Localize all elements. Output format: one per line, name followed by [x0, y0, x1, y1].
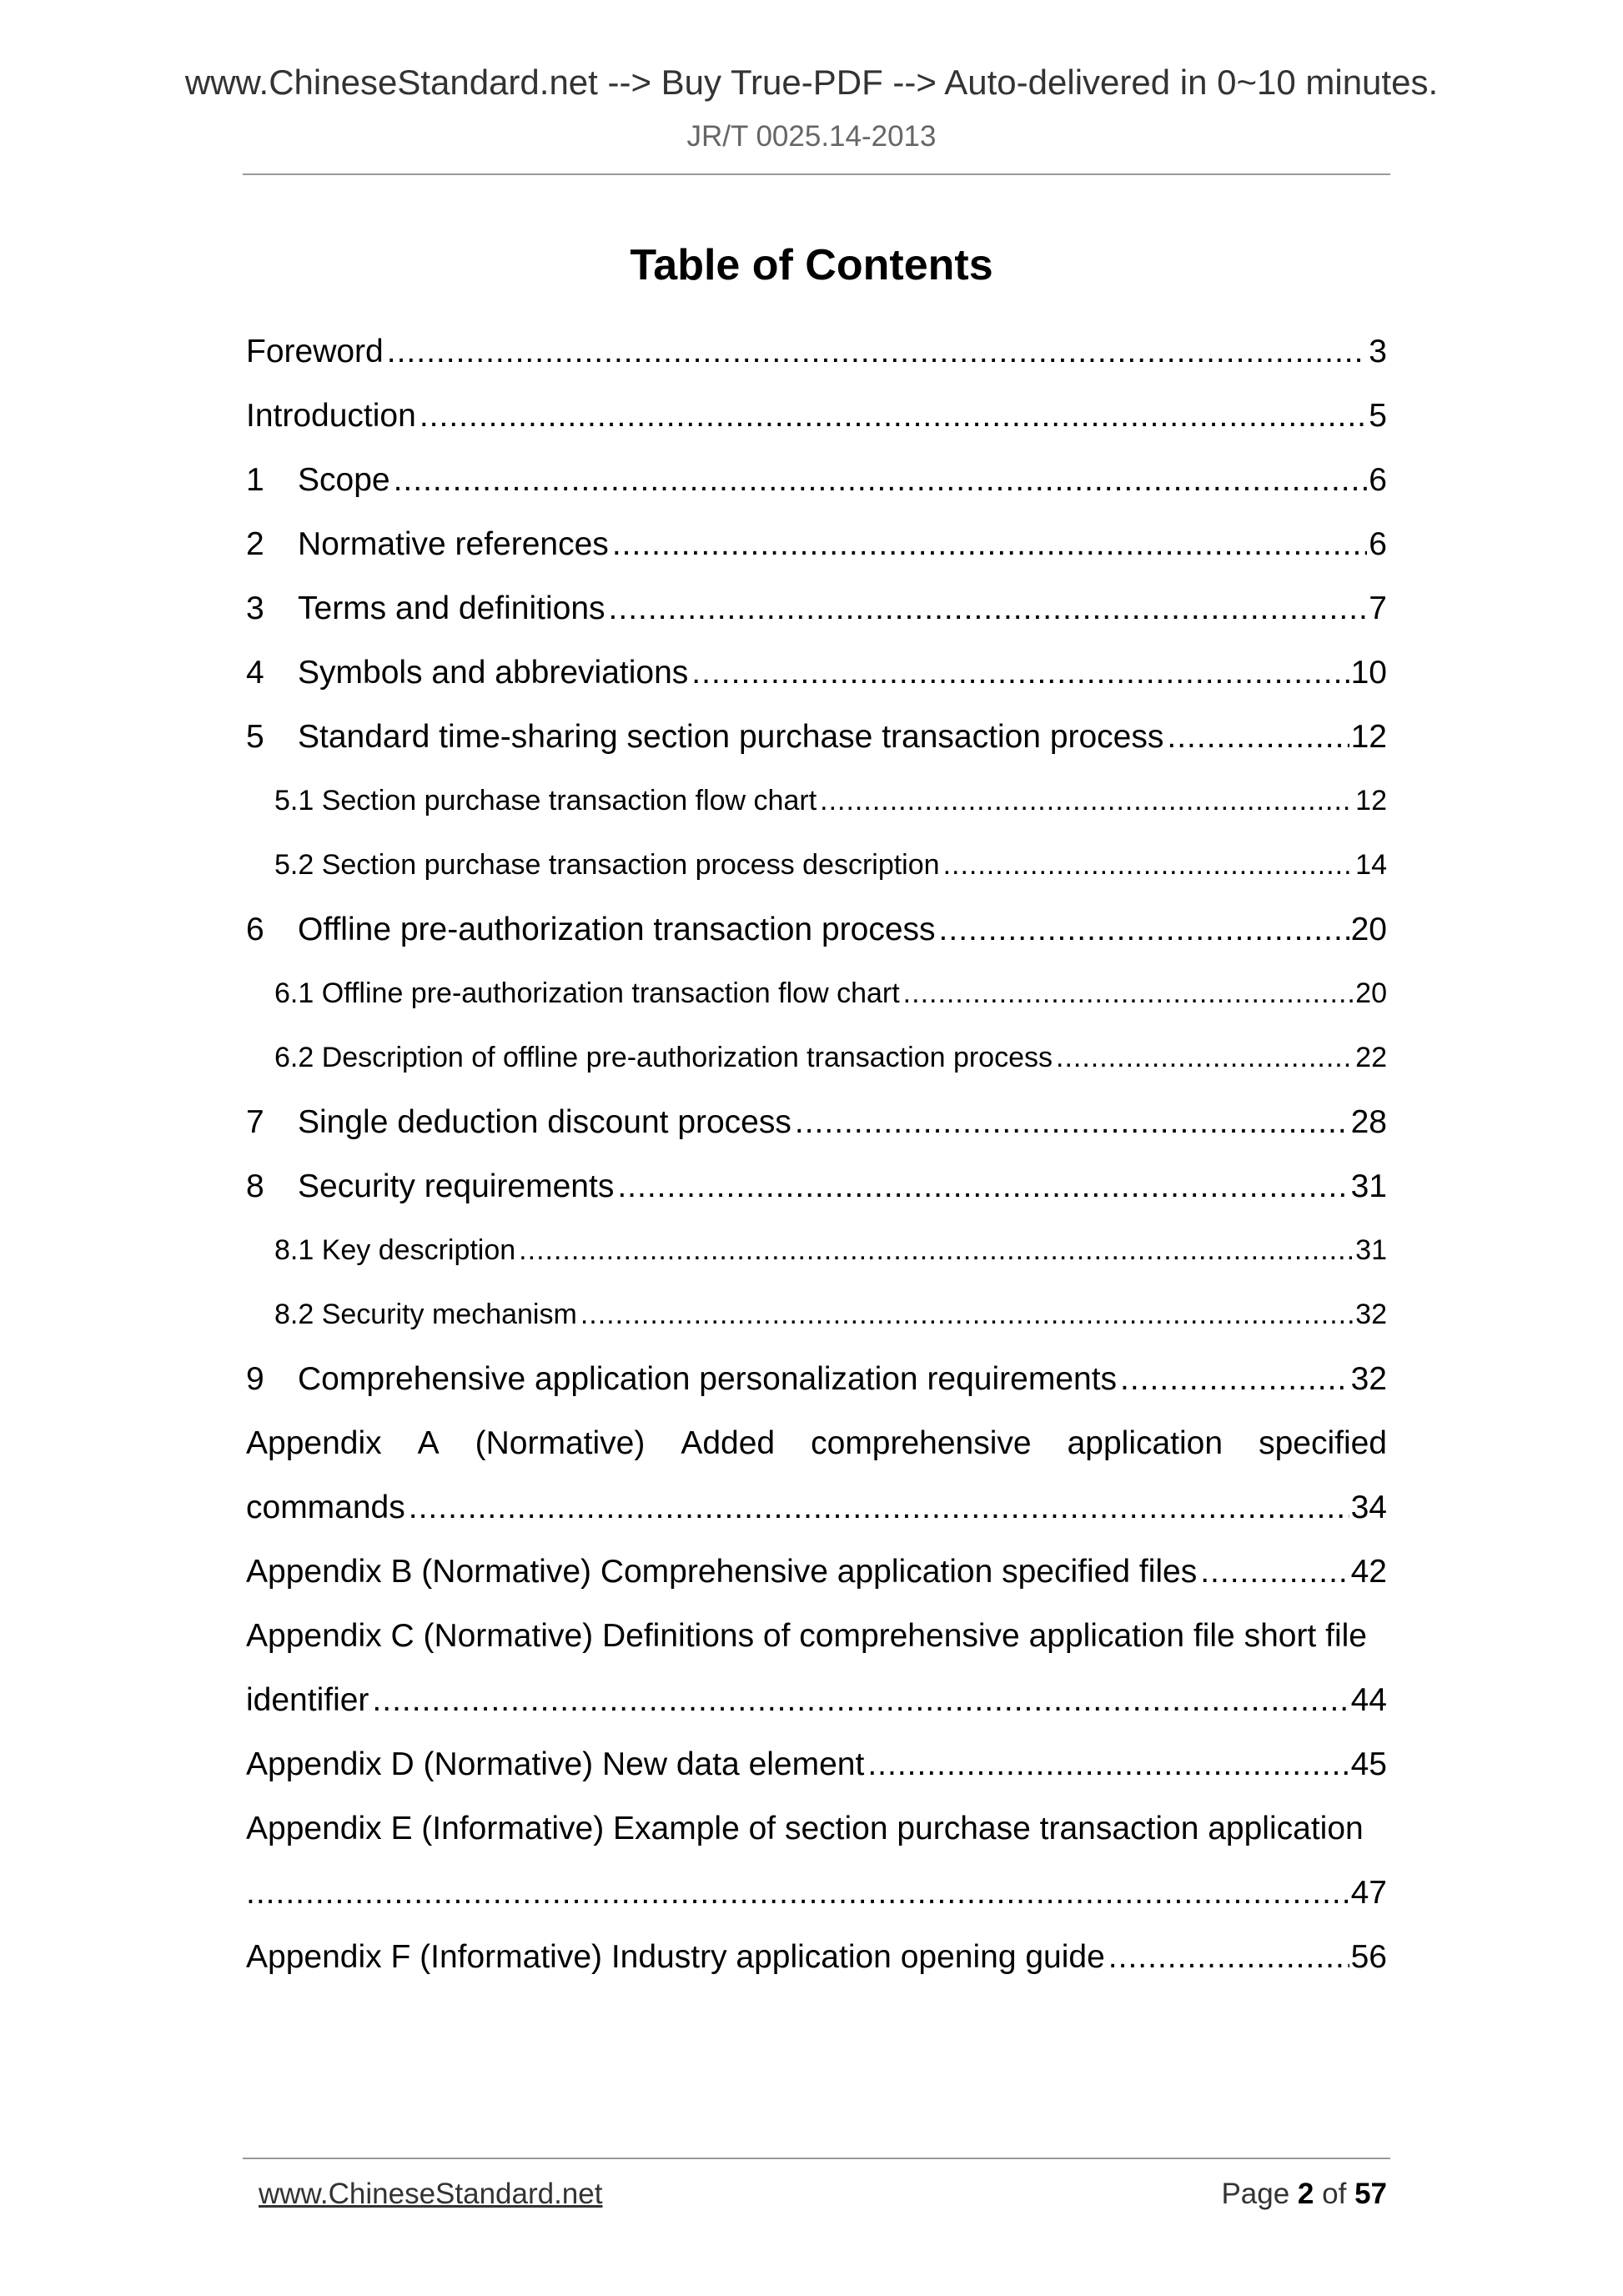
toc-entry-page: 5 — [1369, 397, 1387, 434]
toc-entry-appendix-a-line1[interactable] — [246, 1411, 1387, 1475]
toc-entry[interactable] — [246, 1861, 1387, 1925]
toc-dot-leader — [903, 977, 1354, 1010]
toc-entry-label: 8.1 Key description — [274, 1234, 516, 1266]
toc-entry-label: Single deduction discount process — [298, 1103, 791, 1140]
toc-entry-appendix-c-line1[interactable] — [246, 1604, 1387, 1668]
toc-entry-page: 56 — [1350, 1938, 1387, 1975]
toc-entry[interactable] — [246, 641, 1387, 705]
toc-dot-leader — [387, 334, 1368, 370]
toc-word: specified — [1259, 1424, 1387, 1461]
toc-entry[interactable] — [246, 319, 1387, 384]
toc-entry-number: 1 — [246, 461, 264, 498]
toc-dot-leader — [867, 1746, 1349, 1783]
toc-entry-page: 22 — [1355, 1042, 1387, 1073]
toc-entry[interactable] — [246, 1668, 1387, 1732]
toc-word: Appendix — [246, 1424, 382, 1461]
toc-entry-label: identifier — [246, 1681, 369, 1718]
toc-entry-label: Appendix F (Informative) Industry application opening guide — [246, 1938, 1105, 1975]
toc-entry-page: 32 — [1355, 1299, 1387, 1330]
toc-entry-label: Appendix C (Normative) Definitions of comprehensive application file short file — [246, 1617, 1367, 1654]
toc-dot-leader — [372, 1682, 1349, 1719]
toc-entry-number: 9 — [246, 1360, 264, 1397]
toc-entry-page: 7 — [1369, 590, 1387, 626]
toc-word: A — [417, 1424, 440, 1461]
toc-entry-label: Offline pre-authorization transaction process — [298, 911, 936, 947]
page-indicator — [1221, 2179, 1387, 2208]
toc-entry-page: 34 — [1350, 1489, 1387, 1525]
toc-list — [246, 319, 1387, 1989]
toc-entry-label: Foreword — [246, 333, 384, 369]
toc-dot-leader — [1200, 1554, 1349, 1590]
toc-entry-number: 7 — [246, 1103, 264, 1140]
footer-link[interactable]: www.ChineseStandard.net — [259, 2178, 603, 2210]
toc-entry-number: 4 — [246, 654, 264, 691]
page-current: 2 — [1297, 2178, 1314, 2210]
toc-entry-page: 47 — [1350, 1874, 1387, 1911]
toc-entry-label: Comprehensive application personalization requirements — [298, 1360, 1118, 1397]
toc-entry-label: Appendix E (Informative) Example of section purchase transaction application — [246, 1810, 1364, 1846]
toc-entry[interactable] — [246, 1347, 1387, 1411]
toc-dot-leader — [580, 1299, 1354, 1331]
toc-entry-label: Scope — [298, 461, 390, 498]
toc-entry-page: 12 — [1350, 718, 1387, 755]
toc-dot-leader — [939, 912, 1349, 948]
toc-entry-label: Normative references — [298, 525, 609, 562]
toc-entry-page: 28 — [1350, 1103, 1387, 1140]
toc-entry-page: 31 — [1355, 1234, 1387, 1266]
toc-subentry[interactable] — [246, 1026, 1387, 1090]
toc-entry[interactable] — [246, 1540, 1387, 1604]
toc-entry[interactable] — [246, 1732, 1387, 1796]
toc-entry[interactable] — [246, 705, 1387, 769]
page-label: Page — [1221, 2178, 1290, 2210]
header-banner: www.ChineseStandard.net --> Buy True-PDF --> Auto-delivered in 0~10 minutes. — [184, 63, 1439, 102]
toc-entry-page: 32 — [1350, 1360, 1387, 1397]
toc-entry-label: 6.2 Description of offline pre-authorization transaction process — [274, 1042, 1053, 1073]
toc-entry[interactable] — [246, 448, 1387, 512]
toc-entry-label: 8.2 Security mechanism — [274, 1299, 577, 1330]
document-code: JR/T 0025.14-2013 — [686, 120, 937, 153]
toc-entry[interactable] — [246, 1925, 1387, 1989]
toc-entry-label: 5.1 Section purchase transaction flow chart — [274, 785, 817, 816]
toc-word: application — [1067, 1424, 1224, 1461]
toc-dot-leader — [617, 1168, 1349, 1205]
toc-entry[interactable] — [246, 897, 1387, 962]
header-divider — [243, 173, 1390, 175]
toc-subentry[interactable] — [246, 769, 1387, 833]
toc-entry-number: 2 — [246, 525, 264, 562]
toc-entry-number: 3 — [246, 590, 264, 626]
toc-entry[interactable] — [246, 1154, 1387, 1218]
toc-dot-leader — [1167, 719, 1349, 756]
toc-dot-leader — [394, 462, 1368, 499]
toc-entry-page: 45 — [1350, 1746, 1387, 1782]
toc-entry-number: 8 — [246, 1168, 264, 1204]
toc-word: comprehensive — [811, 1424, 1032, 1461]
toc-word: Added — [681, 1424, 776, 1461]
toc-dot-leader — [1056, 1042, 1354, 1074]
toc-entry-page: 12 — [1355, 785, 1387, 816]
footer-divider — [243, 2158, 1390, 2159]
toc-entry-label: 6.1 Offline pre-authorization transaction flow chart — [274, 977, 900, 1009]
toc-dot-leader — [1120, 1361, 1349, 1398]
toc-dot-leader — [820, 785, 1354, 817]
toc-entry-label: Appendix B (Normative) Comprehensive application specified files — [246, 1553, 1198, 1590]
toc-dot-leader — [409, 1490, 1349, 1526]
page-total: 57 — [1354, 2178, 1387, 2210]
toc-entry[interactable] — [246, 512, 1387, 576]
toc-entry-label: Appendix D (Normative) New data element — [246, 1746, 865, 1782]
toc-entry[interactable] — [246, 384, 1387, 448]
toc-dot-leader — [246, 1875, 1349, 1912]
toc-entry[interactable] — [246, 576, 1387, 641]
toc-entry-label: commands — [246, 1489, 405, 1525]
toc-entry-page: 10 — [1350, 654, 1387, 691]
toc-dot-leader — [1108, 1939, 1349, 1976]
toc-subentry[interactable] — [246, 962, 1387, 1026]
toc-dot-leader — [943, 849, 1354, 882]
toc-entry-page: 42 — [1350, 1553, 1387, 1590]
toc-entry-number: 6 — [246, 911, 264, 947]
toc-entry-label: Introduction — [246, 397, 416, 434]
toc-entry-label: Symbols and abbreviations — [298, 654, 689, 691]
page-of: of — [1322, 2178, 1347, 2210]
toc-entry-page: 31 — [1350, 1168, 1387, 1204]
toc-entry-page: 14 — [1355, 849, 1387, 881]
toc-dot-leader — [519, 1234, 1354, 1267]
toc-dot-leader — [609, 590, 1368, 627]
toc-entry-label: Terms and definitions — [298, 590, 605, 626]
toc-entry[interactable] — [246, 1475, 1387, 1540]
toc-word: (Normative) — [475, 1424, 646, 1461]
toc-entry-page: 6 — [1369, 525, 1387, 562]
toc-dot-leader — [691, 655, 1349, 691]
toc-entry-label: Standard time-sharing section purchase transaction process — [298, 718, 1164, 755]
toc-subentry[interactable] — [246, 1283, 1387, 1347]
toc-dot-leader — [420, 398, 1367, 435]
toc-dot-leader — [612, 526, 1367, 563]
toc-entry[interactable] — [246, 1090, 1387, 1154]
page-title: Table of Contents — [630, 241, 993, 289]
toc-entry-number: 5 — [246, 718, 264, 755]
toc-entry-label: 5.2 Section purchase transaction process description — [274, 849, 940, 881]
toc-entry-appendix-e-line1[interactable] — [246, 1796, 1387, 1861]
toc-subentry[interactable] — [246, 1218, 1387, 1283]
toc-entry-page: 20 — [1355, 977, 1387, 1009]
toc-entry-page: 20 — [1350, 911, 1387, 947]
toc-dot-leader — [795, 1104, 1349, 1141]
toc-entry-page: 6 — [1369, 461, 1387, 498]
toc-entry-label: Security requirements — [298, 1168, 615, 1204]
toc-entry-page: 44 — [1350, 1681, 1387, 1718]
toc-entry-page: 3 — [1369, 333, 1387, 369]
toc-subentry[interactable] — [246, 833, 1387, 897]
